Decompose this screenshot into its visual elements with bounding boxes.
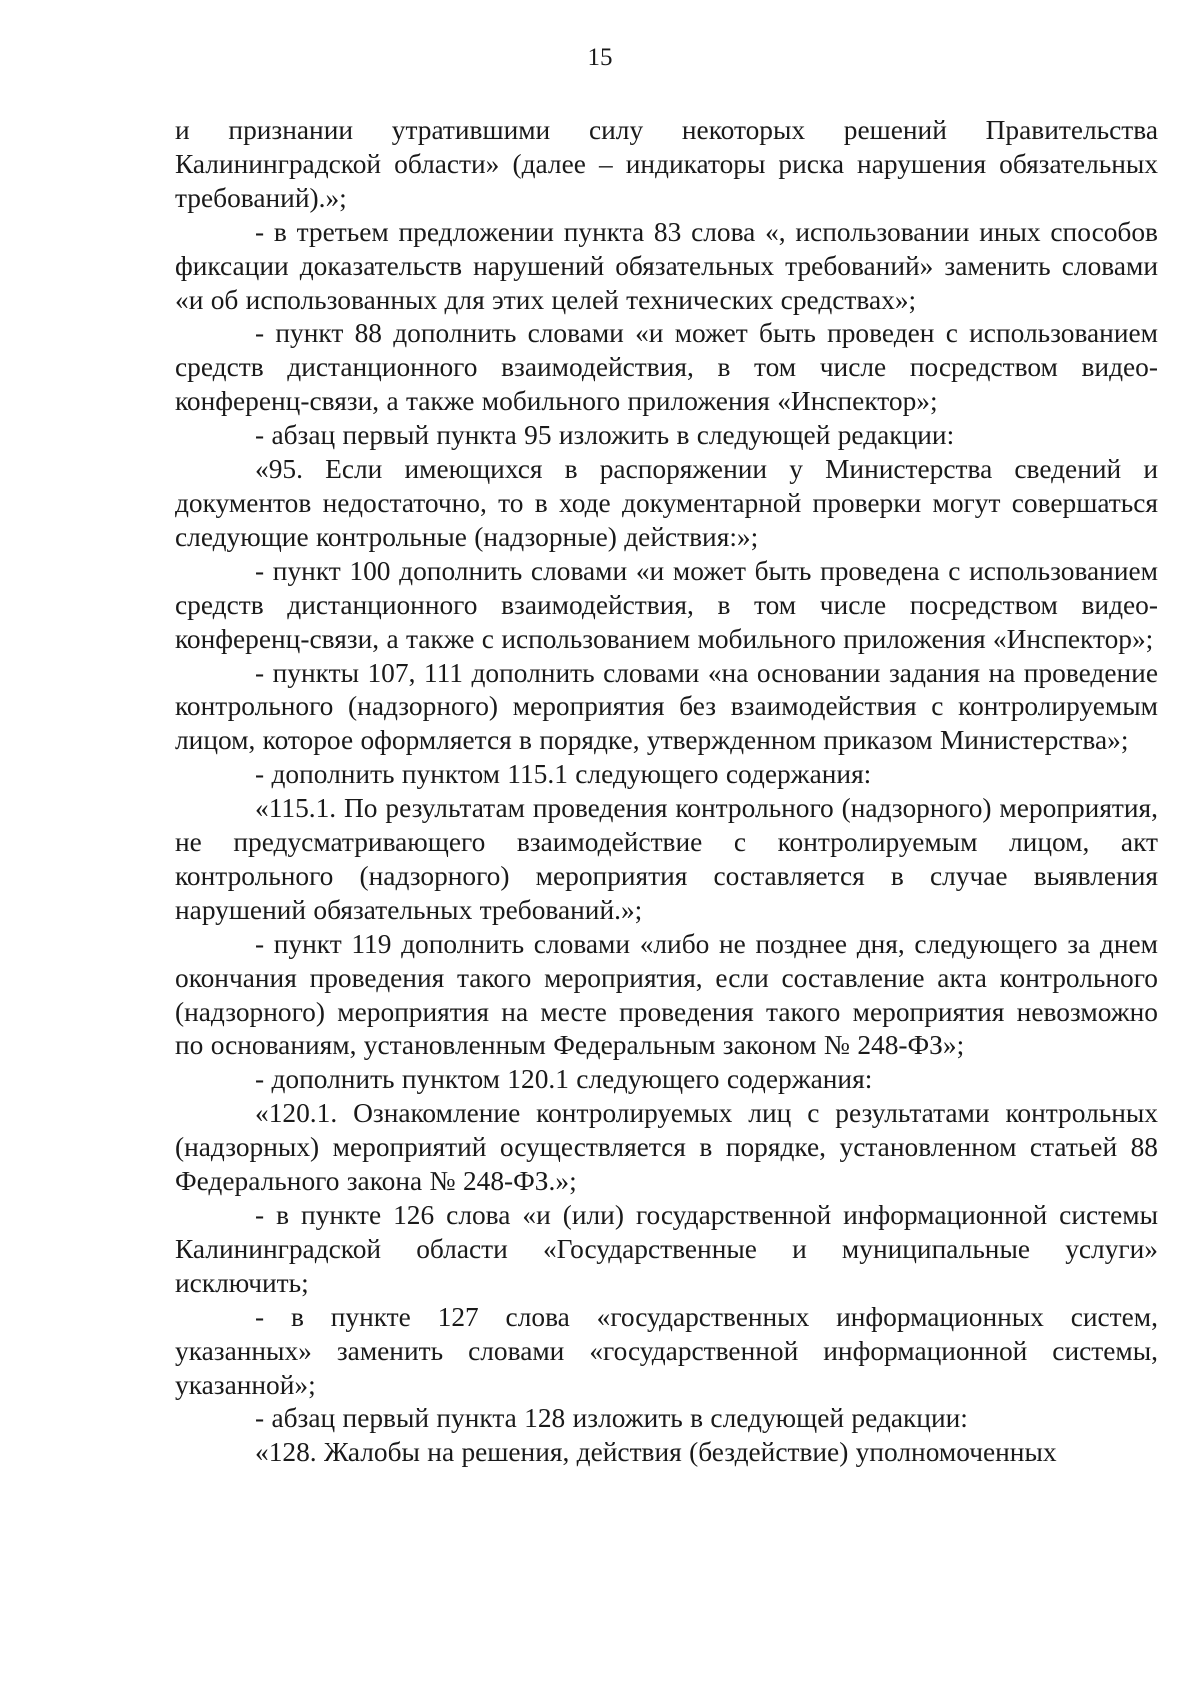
paragraph-item-127: - в пункте 127 слова «государственных информационных систем, указанных» заменить словами «государственной информационной системы, указанной»;: [175, 1301, 1158, 1400]
paragraph-item-126: - в пункте 126 слова «и (или) государственной информационной системы Калининградской области «Государственные и муниципальные услуги» исключить;: [175, 1200, 1158, 1298]
paragraph-continuation: и признании утратившими силу некоторых решений Правительства Калининградской области» (далее – индикаторы риска нарушения обязательных требований).»;: [175, 115, 1158, 213]
paragraph-item-83: - в третьем предложении пункта 83 слова «, использовании иных способов фиксации доказательств нарушений обязательных требований» заменить словами «и об использованных для этих целей технических средствах»;: [175, 216, 1158, 315]
paragraph-item-100: - пункт 100 дополнить словами «и может быть проведена с использованием средств дистанционного взаимодействия, в том числе посредством видео-конференц-связи, а также с использованием мобильного приложения «Инспектор»;: [175, 555, 1158, 654]
paragraph-item-119: - пункт 119 дополнить словами «либо не позднее дня, следующего за днем окончания проведения такого мероприятия, если составление акта контрольного (надзорного) мероприятия на месте проведения такого мероприятия невозможно по основаниям, установленным Федеральным законом № 248-ФЗ»;: [175, 928, 1158, 1061]
paragraph-quote-95: «95. Если имеющихся в распоряжении у Министерства сведений и документов недостаточно, то в ходе документарной проверки могут совершаться следующие контрольные (надзорные) действия:»;: [175, 454, 1158, 552]
page-number: 15: [587, 44, 613, 71]
document-body: [175, 114, 1158, 1470]
paragraph-quote-128: «128. Жалобы на решения, действия (бездействие) уполномоченных: [255, 1437, 1057, 1468]
paragraph-quote-120-1: «120.1. Ознакомление контролируемых лиц с результатами контрольных (надзорных) мероприятий осуществляется в порядке, установленном статьей 88 Федерального закона № 248-ФЗ.»;: [175, 1098, 1158, 1197]
paragraph-item-107-111: - пункты 107, 111 дополнить словами «на основании задания на проведение контрольного (надзорного) мероприятия без взаимодействия с контролируемым лицом, которое оформляется в порядке, утвержденном приказом Министерства»;: [175, 657, 1158, 756]
paragraph-item-88: - пункт 88 дополнить словами «и может быть проведен с использованием средств дистанционного взаимодействия, в том числе посредством видео-конференц-связи, а также мобильного приложения «Инспектор»;: [175, 318, 1158, 417]
paragraph-item-120-1: - дополнить пунктом 120.1 следующего содержания:: [255, 1064, 873, 1095]
paragraph-item-115-1: - дополнить пунктом 115.1 следующего содержания:: [255, 759, 872, 790]
paragraph-item-128: - абзац первый пункта 128 изложить в следующей редакции:: [255, 1403, 968, 1434]
paragraph-item-95: - абзац первый пункта 95 изложить в следующей редакции:: [255, 420, 955, 451]
paragraph-quote-115-1: «115.1. По результатам проведения контрольного (надзорного) мероприятия, не предусматривающего взаимодействие с контролируемым лицом, акт контрольного (надзорного) мероприятия составляется в случае выявления нарушений обязательных требований.»;: [175, 793, 1158, 925]
